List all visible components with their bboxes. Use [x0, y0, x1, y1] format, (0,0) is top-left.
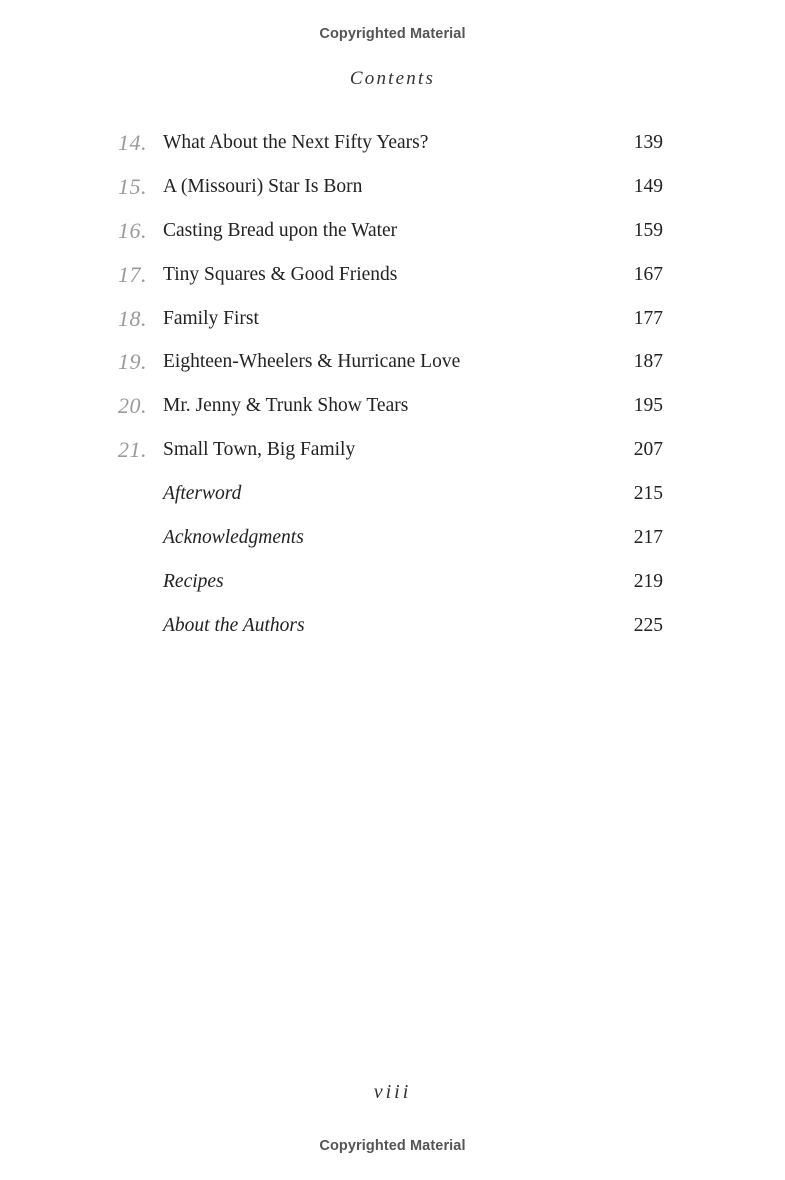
back-matter-title: Acknowledgments	[163, 527, 304, 549]
chapter-number: 16.	[118, 217, 147, 243]
page-number: 217	[633, 527, 663, 549]
page-number: 159	[633, 219, 663, 241]
toc-entry-15	[0, 165, 785, 209]
back-matter-title: Recipes	[163, 570, 224, 592]
chapter-number: 21.	[118, 437, 147, 463]
page-title: Contents	[349, 68, 436, 89]
toc-entry-16	[0, 209, 785, 253]
chapter-number: 15.	[118, 173, 147, 199]
chapter-title: What About the Next Fifty Years?	[163, 132, 429, 153]
watermark-bottom: Copyrighted Material	[319, 1138, 466, 1154]
toc-entry-21	[0, 428, 785, 472]
page-folio: viii	[373, 1081, 412, 1103]
page-number: 167	[633, 263, 663, 285]
page-number: 195	[633, 395, 663, 417]
toc-entry-17	[0, 253, 785, 297]
page-number: 207	[633, 439, 663, 461]
back-matter-title: About the Authors	[163, 614, 305, 636]
watermark-top: Copyrighted Material	[319, 26, 466, 42]
toc-entry-about-the-authors	[0, 604, 785, 648]
toc-entry-19	[0, 340, 785, 384]
toc-entry-acknowledgments	[0, 516, 785, 560]
chapter-number: 19.	[118, 349, 147, 375]
toc-entry-18	[0, 297, 785, 341]
chapter-title: A (Missouri) Star Is Born	[163, 175, 363, 197]
toc-entry-14	[0, 121, 785, 165]
back-matter-title: Afterword	[163, 483, 242, 505]
page-number: 215	[633, 483, 663, 505]
chapter-number: 17.	[118, 261, 147, 287]
page-number: 187	[633, 351, 663, 373]
chapter-title: Eighteen-Wheelers & Hurricane Love	[163, 351, 461, 373]
chapter-title: Casting Bread upon the Water	[163, 219, 398, 241]
table-of-contents	[0, 121, 785, 648]
chapter-number: 18.	[118, 305, 147, 331]
chapter-number: 14.	[118, 130, 147, 155]
page-number: 225	[633, 614, 663, 636]
chapter-title: Tiny Squares & Good Friends	[163, 263, 398, 285]
page-number: 177	[633, 307, 663, 329]
chapter-number: 20.	[118, 393, 147, 419]
toc-entry-recipes	[0, 560, 785, 604]
page-number: 219	[633, 570, 663, 592]
toc-entry-afterword	[0, 472, 785, 516]
chapter-title: Small Town, Big Family	[163, 439, 356, 461]
toc-entry-20	[0, 384, 785, 428]
chapter-title: Family First	[163, 307, 259, 329]
page-number: 149	[633, 175, 663, 197]
page-number: 139	[633, 132, 663, 153]
chapter-title: Mr. Jenny & Trunk Show Tears	[163, 395, 409, 417]
